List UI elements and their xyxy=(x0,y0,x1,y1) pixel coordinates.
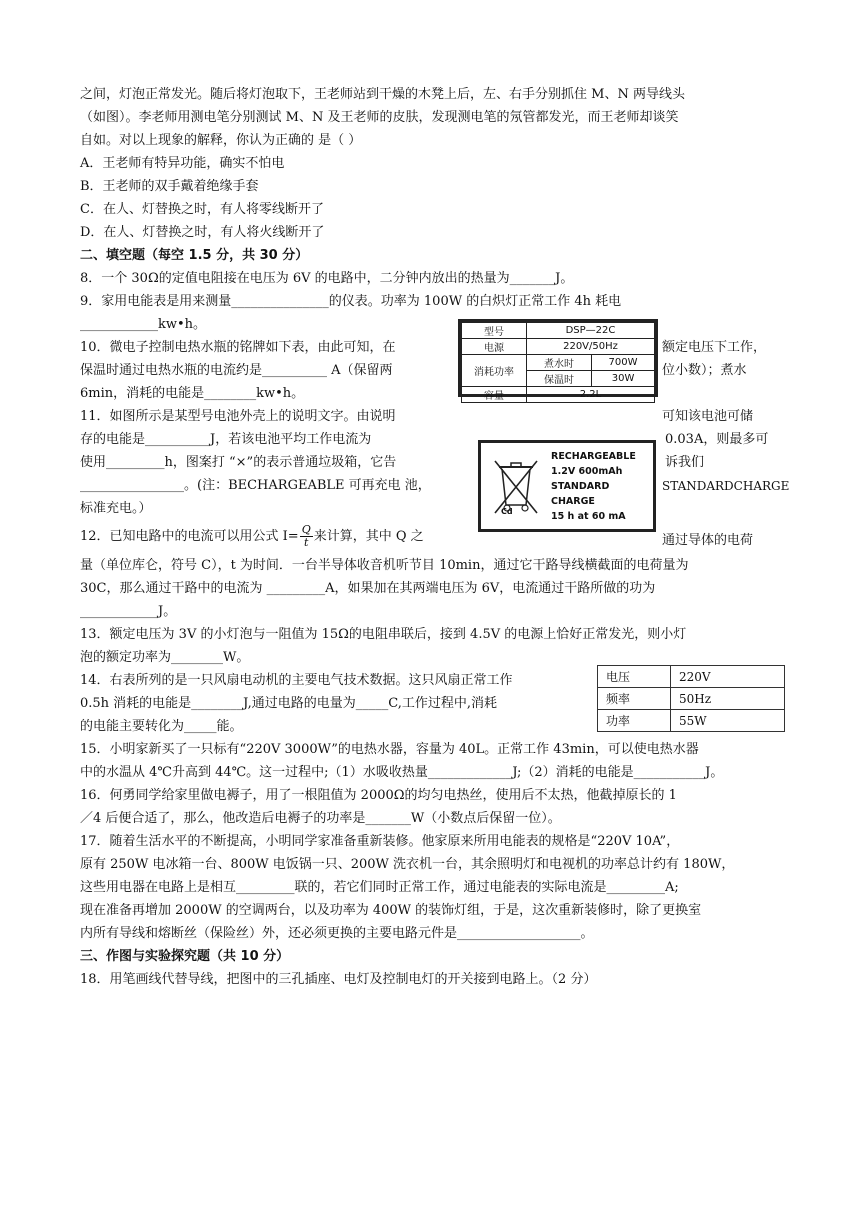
battery-line-2: 1.2V 600mAh xyxy=(551,466,623,477)
q15-text-line-1: 15．小明家新买了一只标有“220V 3000W”的电热水器，容量为 40L。正常工作 43min，可以使电热水器 xyxy=(80,742,699,757)
plate-keep-value: 30W xyxy=(592,371,655,387)
q12-text-line-1-right: 通过导体的电荷 xyxy=(662,533,754,548)
q14-text-line-3: 的电能主要转化为_____能。 xyxy=(80,719,243,734)
q16-text-line-2: ／4 后便合适了，那么，他改造后电褥子的功率是_______W（小数点后保留一位）。 xyxy=(80,811,561,826)
q11-text-line-2-right: 0.03A，则最多可 xyxy=(665,432,769,447)
plate-boil-value: 700W xyxy=(592,355,655,371)
q15-text-line-2: 中的水温从 4℃升高到 44℃。这一过程中;（1）水吸收热量_____________J;（2）消耗的电能是___________J。 xyxy=(80,765,724,780)
plate-power-value: 220V/50Hz xyxy=(527,339,655,355)
q7-text-line-3: 自如。对以上现象的解释，你认为正确的 是（ ） xyxy=(80,133,362,148)
trash-bin-crossed-icon xyxy=(491,455,543,521)
plate-boil-label: 煮水时 xyxy=(527,355,592,371)
q17-text-line-4: 现在准备再增加 2000W 的空调两台，以及功率为 400W 的装饰灯组，于是，这次重新装修时，除了更换室 xyxy=(80,903,702,918)
q17-text-line-2: 原有 250W 电冰箱一台、800W 电饭锅一只、200W 洗衣机一台，其余照明灯和电视机的功率总计约有 180W， xyxy=(80,857,735,872)
q11-text-line-4: ________________。(注：BECHARGEABLE 可再充电 池， xyxy=(80,478,431,493)
q12-text-line-1 xyxy=(80,524,424,549)
table-row xyxy=(598,710,785,732)
q8-text: 8．一个 30Ω的定值电阻接在电压为 6V 的电路中，二分钟内放出的热量为_______J。 xyxy=(80,271,574,286)
q10-text-line-1: 10．微电子控制电热水瓶的铭牌如下表，由此可知，在 xyxy=(80,340,396,355)
q12-formula-suffix: 来计算，其中 Q 之 xyxy=(313,529,424,544)
q9-text-line-2: ____________kw•h。 xyxy=(80,317,207,332)
q12-text-line-4: ____________J。 xyxy=(80,604,177,619)
q14-text-line-2: 0.5h 消耗的电能是________J,通过电路的电量为_____C,工作过程中,消耗 xyxy=(80,696,498,711)
cd-label: Cd xyxy=(501,507,513,516)
q12-formula-prefix: 12．已知电路中的电流可以用公式 I= xyxy=(80,529,299,544)
fan-frequency-label: 频率 xyxy=(598,688,671,710)
q7-option-d: D．在人、灯替换之时，有人将火线断开了 xyxy=(80,225,325,240)
battery-text xyxy=(551,449,636,524)
q14-text-line-1: 14．右表所列的是一只风扇电动机的主要电气技术数据。这只风扇正常工作 xyxy=(80,673,513,688)
q12-fraction xyxy=(300,524,313,549)
q7-option-a: A．王老师有特异功能，确实不怕电 xyxy=(80,156,285,171)
q11-text-line-2: 存的电能是__________J，若该电池平均工作电流为 xyxy=(80,432,372,447)
q7-option-b: B．王老师的双手戴着绝缘手套 xyxy=(80,179,259,194)
q13-text-line-1: 13．额定电压为 3V 的小灯泡与一阻值为 15Ω的电阻串联后，接到 4.5V 的电源上恰好正常发光，则小灯 xyxy=(80,627,687,642)
plate-power-label: 电源 xyxy=(462,339,527,355)
q12-fraction-numerator: Q xyxy=(301,523,311,536)
battery-line-4: CHARGE xyxy=(551,496,595,507)
fan-voltage-label: 电压 xyxy=(598,666,671,688)
battery-line-5: 15 h at 60 mA xyxy=(551,511,626,522)
q11-text-line-3-right: 诉我们 xyxy=(665,455,705,470)
plate-model-label: 型号 xyxy=(462,323,527,339)
q7-option-c: C．在人、灯替换之时，有人将零线断开了 xyxy=(80,202,324,217)
plate-capacity-value: 2.2L xyxy=(527,387,655,403)
plate-capacity-label: 容量 xyxy=(462,387,527,403)
fan-power-label: 功率 xyxy=(598,710,671,732)
q16-text-line-1: 16．何勇同学给家里做电褥子，用了一根阻值为 2000Ω的均匀电热丝，使用后不太热，他截掉原长的 1 xyxy=(80,788,677,803)
fan-frequency-value: 50Hz xyxy=(671,688,785,710)
q10-text-line-3: 6min，消耗的电能是________kw•h。 xyxy=(80,386,305,401)
q12-fraction-denominator: t xyxy=(304,536,309,549)
q11-text-line-3: 使用_________h，图案打 “×”的表示普通垃圾箱，它告 xyxy=(80,455,397,470)
fan-spec-table xyxy=(597,665,785,732)
section-3-heading: 三、作图与实验探究题（共 10 分） xyxy=(80,949,290,964)
plate-consume-label: 消耗功率 xyxy=(462,355,527,387)
plate-keep-label: 保温时 xyxy=(527,371,592,387)
fan-voltage-value: 220V xyxy=(671,666,785,688)
q11-text-line-4-right: STANDARDCHARGE xyxy=(662,479,790,493)
q10-text-line-2: 保温时通过电热水瓶的电流约是__________ A（保留两 xyxy=(80,363,393,378)
plate-model-value: DSP—22C xyxy=(527,323,655,339)
q11-text-line-5: 标准充电。） xyxy=(80,501,152,516)
battery-line-1: RECHARGEABLE xyxy=(551,451,636,462)
q10-text-line-2-right: 位小数）；煮水 xyxy=(662,363,747,378)
q11-text-line-1-right: 可知该电池可储 xyxy=(662,409,754,424)
q18-text: 18．用笔画线代替导线，把图中的三孔插座、电灯及控制电灯的开关接到电路上。（2 分） xyxy=(80,972,597,987)
kettle-nameplate xyxy=(458,319,658,402)
table-row xyxy=(598,666,785,688)
q9-text-line-1: 9．家用电能表是用来测量_______________的仪表。功率为 100W 的白炽灯正常工作 4h 耗电 xyxy=(80,294,622,309)
section-2-heading: 二、填空题（每空 1.5 分，共 30 分） xyxy=(80,248,309,263)
q17-text-line-1: 17．随着生活水平的不断提高，小明同学家准备重新装修。他家原来所用电能表的规格是“220V 10A”， xyxy=(80,834,680,849)
battery-label xyxy=(478,440,656,532)
q10-text-line-1-right: 额定电压下工作， xyxy=(662,340,767,355)
q11-text-line-1: 11．如图所示是某型号电池外壳上的说明文字。由说明 xyxy=(80,409,396,424)
q13-text-line-2: 泡的额定功率为________W。 xyxy=(80,650,250,665)
q17-text-line-5: 内所有导线和熔断丝（保险丝）外，还必须更换的主要电路元件是___________________。 xyxy=(80,926,594,941)
table-row xyxy=(598,688,785,710)
q17-text-line-3: 这些用电器在电路上是相互_________联的，若它们同时正常工作，通过电能表的实际电流是_________A; xyxy=(80,880,679,895)
q12-text-line-2: 量（单位库仑，符号 C），t 为时间．一台半导体收音机听节目 10min，通过它干路导线横截面的电荷量为 xyxy=(80,558,689,573)
q7-text-line-2: （如图）。李老师用测电笔分别测试 M、N 及王老师的皮肤，发现测电笔的氖管都发光，而王老师却谈笑 xyxy=(80,110,679,125)
q12-text-line-3: 30C，那么通过干路中的电流为 _________A，如果加在其两端电压为 6V，电流通过干路所做的功为 xyxy=(80,581,656,596)
battery-line-3: STANDARD xyxy=(551,481,610,492)
fan-power-value: 55W xyxy=(671,710,785,732)
q7-text-line-1: 之间，灯泡正常发光。随后将灯泡取下，王老师站到干燥的木凳上后，左、右手分别抓住 M、N 两导线头 xyxy=(80,87,685,102)
